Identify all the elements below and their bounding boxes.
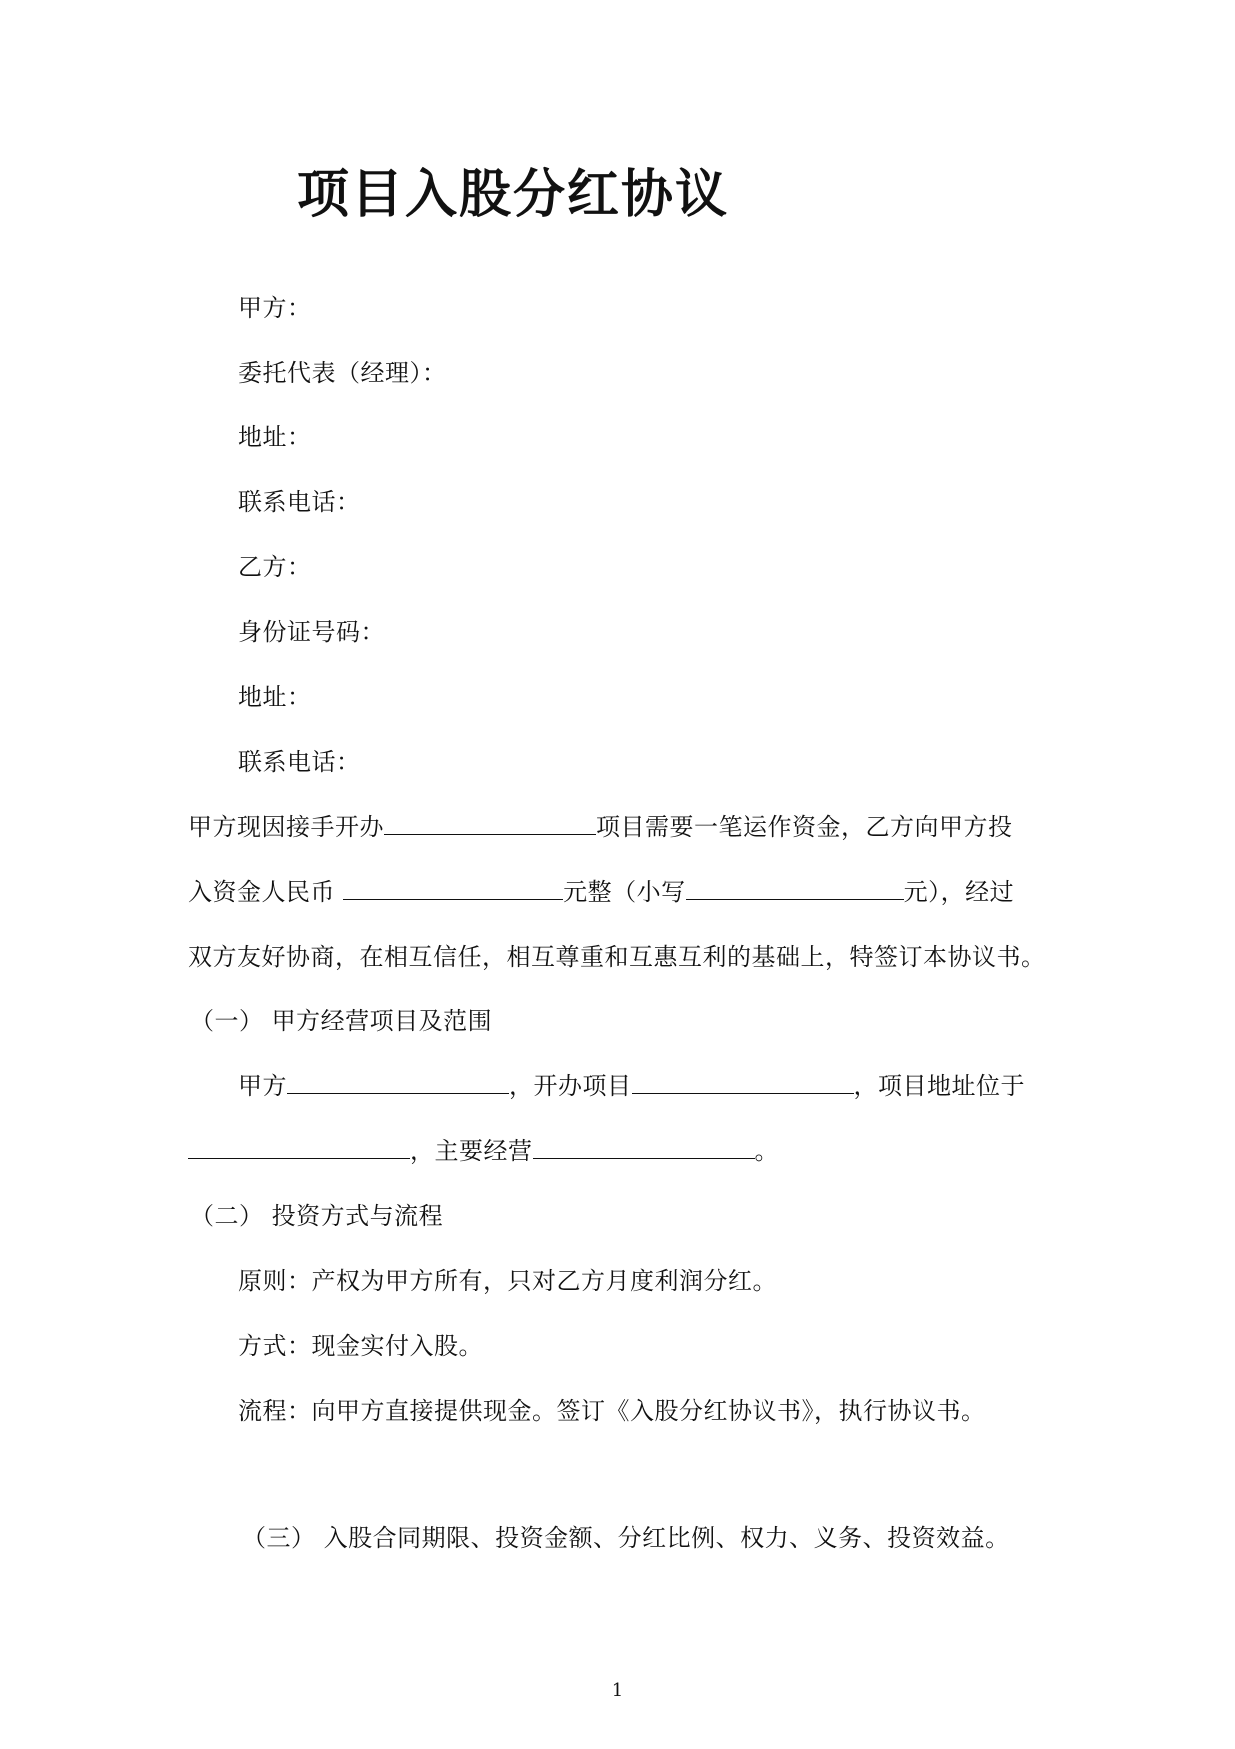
section-2-method: 方式：现金实付入股。 <box>238 1332 483 1360</box>
section-3-heading: （三） 入股合同期限、投资金额、分红比例、权力、义务、投资效益。 <box>242 1524 1010 1552</box>
section-text: 。 <box>754 1137 779 1165</box>
party-b-label: 乙方： <box>238 553 312 581</box>
section-text: ，开办项目 <box>509 1072 632 1100</box>
party-a-representative: 委托代表（经理）： <box>238 359 447 387</box>
amount-figures-blank <box>686 877 904 900</box>
party-a-phone: 联系电话： <box>238 488 361 516</box>
project-blank <box>632 1071 854 1094</box>
project-name-blank <box>384 812 596 835</box>
document-title: 项目入股分红协议 <box>297 165 730 225</box>
main-business-blank <box>533 1136 755 1159</box>
intro-text: 元整（小写 <box>563 878 686 906</box>
page-number: 1 <box>611 1680 624 1701</box>
project-address-blank <box>188 1136 410 1159</box>
party-b-address: 地址： <box>238 683 312 711</box>
section-text: ，项目地址位于 <box>853 1072 1025 1100</box>
party-a-address: 地址： <box>238 423 312 451</box>
party-b-phone: 联系电话： <box>238 748 361 776</box>
party-a-label: 甲方： <box>238 294 312 322</box>
section-1-line-1 <box>238 1070 1025 1102</box>
intro-text: 甲方现因接手开办 <box>188 813 384 841</box>
section-2-heading: （二） 投资方式与流程 <box>190 1202 444 1230</box>
section-1-heading: （一） 甲方经营项目及范围 <box>190 1007 493 1035</box>
section-2-process: 流程：向甲方直接提供现金。签订《入股分红协议书》，执行协议书。 <box>238 1397 986 1425</box>
party-a-name-blank <box>287 1071 509 1094</box>
intro-line-2 <box>188 876 1014 908</box>
party-b-id-number: 身份证号码： <box>238 618 385 646</box>
section-1-line-2 <box>188 1135 779 1167</box>
intro-text: 元），经过 <box>903 878 1015 906</box>
intro-text: 入资金人民币 <box>188 878 344 906</box>
section-2-principle: 原则：产权为甲方所有，只对乙方月度利润分红。 <box>238 1267 777 1295</box>
intro-line-3: 双方友好协商，在相互信任，相互尊重和互惠互利的基础上，特签订本协议书。 <box>188 943 1046 971</box>
section-text: 甲方 <box>238 1072 287 1100</box>
section-text: ，主要经营 <box>410 1137 533 1165</box>
amount-words-blank <box>343 877 563 900</box>
intro-line-1 <box>188 811 1013 843</box>
intro-text: 项目需要一笔运作资金，乙方向甲方投 <box>596 813 1013 841</box>
